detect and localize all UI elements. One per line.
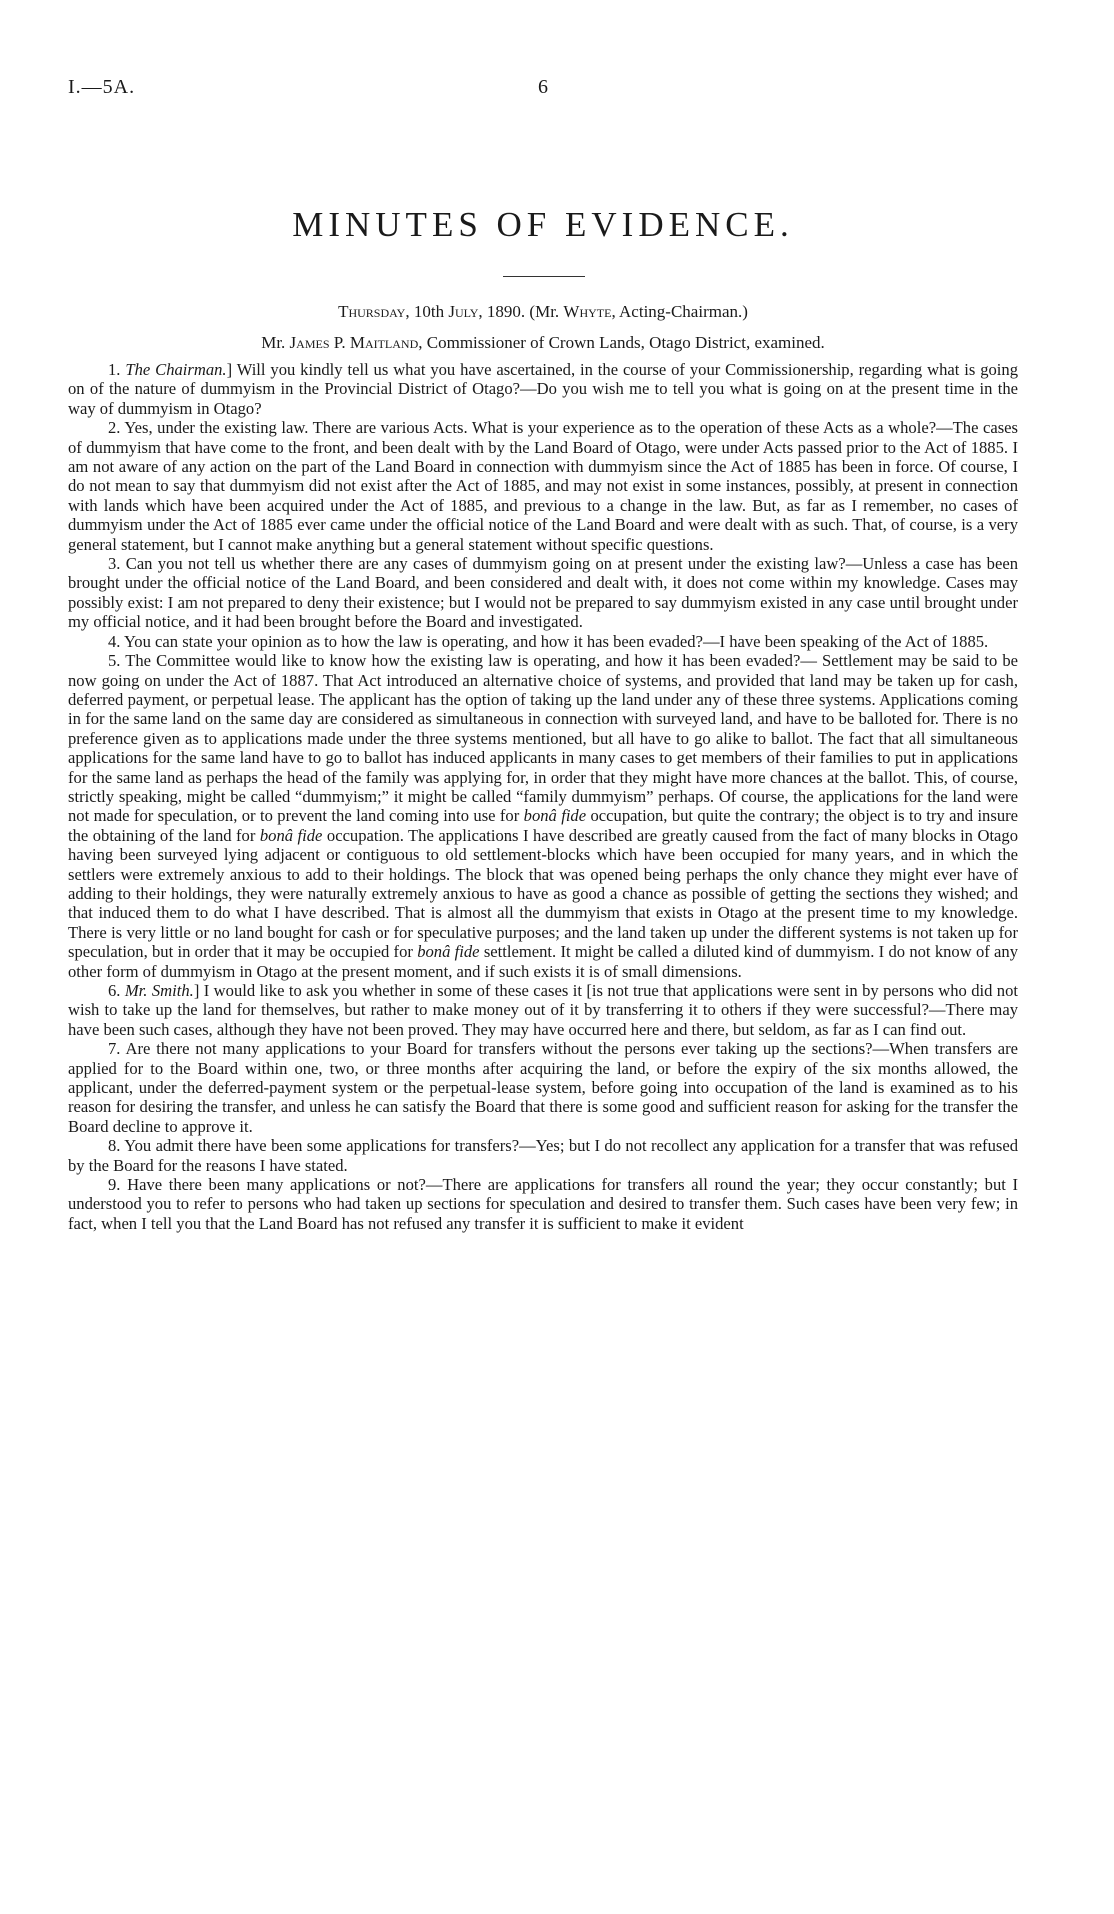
- evidence-question-8: [68, 1136, 1018, 1175]
- latin-term: bonâ fide: [523, 806, 587, 826]
- question-text: You can state your opinion as to how the law is operating, and how it has been evaded?—I have been speaking of the Act of 1885.: [123, 631, 989, 651]
- witness-prefix: Mr.: [261, 333, 290, 352]
- acting-chairman-role: , Acting-Chairman.): [611, 302, 748, 321]
- evidence-question-7: [68, 1039, 1018, 1136]
- page-title: MINUTES OF EVIDENCE.: [292, 205, 794, 244]
- witness-line: [68, 333, 1018, 353]
- latin-term: bonâ fide: [417, 942, 480, 962]
- question-number: 6.: [108, 981, 125, 1000]
- latin-term: bonâ fide: [259, 825, 323, 845]
- sitting-day: Thursday: [338, 302, 406, 321]
- sitting-date: , 10th: [405, 302, 449, 321]
- question-text: settlement. It might be called a diluted kind of dummyism. I do not know of any other form of dummyism in Otago at the present moment, and if such exists it is of small dimensions.: [68, 942, 1019, 981]
- speaker-name: Mr. Smith.: [124, 981, 194, 1000]
- question-text: occupation. The applications I have described are greatly caused from the fact of many blocks in Otago having been surveyed lying adjacent or contiguous to old settlement-blocks which have been occupied for many years, and in which the settlers were extremely anxious to add to their holdings. The block that was opened being perhaps the only chance they might ever have of adding to their holdings, they were naturally extremely anxious to have as good a chance as possible of getting the sections they wished; and that induced them to do what I have described. That is almost all the dummyism that exists in Otago at the present time to my knowledge. There is very little or no land bought for cash or for speculative purposes; and the land taken up under the different systems is not taken up for speculation, but in order that it may be occupied for: [68, 825, 1019, 962]
- question-text: Yes, under the existing law. There are various Acts. What is your experience as to the operation of these Acts as a whole?—The cases of dummyism that have come to the front, and been dealt with by the Land Board of Otago, were under Acts passed prior to the Act of 1885. I am not aware of any action on the part of the Land Board in connection with dummyism since the Act of 1885 has been in force. Of course, I do not mean to say that dummyism did not exist after the Act of 1885, and may not exist in some instances, possibly, at present in connection with lands which have been acquired under the Act of 1885, and previous to a change in the law. But, as far as I remember, no cases of dummyism under the Act of 1885 ever came under the official notice of the Land Board and were dealt with as such. That, of course, is a very general statement, but I cannot make anything but a general statement without specific questions.: [68, 418, 1018, 554]
- sitting-date-line: [68, 302, 1018, 322]
- evidence-question-6: [68, 981, 1018, 1039]
- evidence-question-9: [68, 1175, 1018, 1233]
- speaker-name: The Chairman.: [125, 360, 227, 379]
- evidence-question-2: [68, 418, 1018, 554]
- question-number: 1.: [108, 360, 126, 379]
- question-number: 5.: [108, 651, 126, 671]
- question-number: 3.: [108, 554, 126, 574]
- evidence-question-5: [68, 651, 1018, 981]
- question-text: You admit there have been some applications for transfers?—Yes; but I do not recollect any application for a transfer that was refused by the Board for the reasons I have stated.: [68, 1136, 1018, 1175]
- witness-name: James P. Maitland: [289, 333, 419, 352]
- question-text: Have there been many applications or not?—There are applications for transfers all round the year; they occur constantly; but I understood you to refer to persons who had taken up sections for speculation and desired to transfer them. Such cases have been very few; in fact, when I tell you that the Land Board has not refused any transfer it is sufficient to make it evident: [68, 1175, 1019, 1233]
- question-text: ] Will you kindly tell us what you have ascertained, in the course of your Commissionership, regarding what is going on of the nature of dummyism in the Provincial District of Otago?—Do you wish me to tell you what is going on at the present time in the way of dummyism in Otago?: [68, 360, 1019, 418]
- question-text: ] I would like to ask you whether in some of these cases it [is not true that applications were sent in by persons who did not wish to take up the land for themselves, but rather to make money out of it by transferring it to others if they were successful?—There may have been such cases, although they have not been proved. They may have occurred here and there, but seldom, as far as I can find out.: [68, 981, 1019, 1039]
- page-header: [68, 76, 1018, 100]
- question-text: Can you not tell us whether there are any cases of dummyism going on at present under the existing law?—Unless a case has been brought under the official notice of the Land Board, and been considered and dealt with, it does not come within my knowledge. Cases may possibly exist: I am not prepared to deny their existence; but I would not be prepared to say dummyism existed in any case until brought under my official notice, and it had been brought before the Board and investigated.: [68, 554, 1019, 632]
- question-number: 4.: [108, 631, 124, 651]
- question-text: Are there not many applications to your Board for transfers without the persons ever taking up the sections?—When transfers are applied for to the Board within one, two, or three months after acquiring the land, or before the expiry of the six months allowed, the applicant, under the deferred-payment system or the perpetual-lease system, before going into occupation of the land is examined as to his reason for desiring the transfer, and unless he can satisfy the Board that there is some good and sufficient reason for asking for the transfer the Board decline to approve it.: [68, 1039, 1018, 1136]
- question-number: 2.: [108, 418, 125, 438]
- question-text: occupation, but quite the contrary; the object is to try and insure the obtaining of the land for: [68, 806, 1019, 845]
- evidence-question-4: [68, 632, 1018, 651]
- page-number: 6: [538, 76, 548, 98]
- document-reference: I.—5A.: [68, 76, 136, 98]
- question-number: 7.: [108, 1039, 126, 1059]
- witness-description: , Commissioner of Crown Lands, Otago District, examined.: [418, 333, 825, 352]
- sitting-month: July: [448, 302, 479, 321]
- evidence-body: [68, 360, 1018, 1233]
- sitting-year: , 1890. (Mr.: [478, 302, 564, 321]
- question-text: The Committee would like to know how the existing law is operating, and how it has been evaded?— Settlement may be said to be now going on under the Act of 1887. That Act introduced an alternative choice of systems, and provided that land may be taken up for cash, deferred payment, or perpetual lease. The applicant has the option of taking up the land under any of these three systems. Applications coming in for the same land on the same day are considered as simultaneous in connection with surveyed land, and have to be balloted for. There is no preference given as to applications made under the three systems mentioned, but all have to go alike to ballot. The fact that all simultaneous applications for the same land have to go to ballot has induced applicants in many cases to get members of their families to put in applications for the same land as perhaps the head of the family was applying for, in order that they might have more chances at the ballot. This, of course, strictly speaking, might be called “dummyism;” it might be called “family dummyism” perhaps. Of course, the applications for the land were not made for speculation, or to prevent the land coming into use for: [68, 651, 1018, 826]
- evidence-question-1: [68, 360, 1018, 418]
- question-number: 9.: [108, 1175, 128, 1195]
- evidence-question-3: [68, 554, 1018, 632]
- question-number: 8.: [108, 1136, 125, 1156]
- title-divider: [503, 276, 585, 277]
- acting-chairman-name: Whyte: [563, 302, 612, 321]
